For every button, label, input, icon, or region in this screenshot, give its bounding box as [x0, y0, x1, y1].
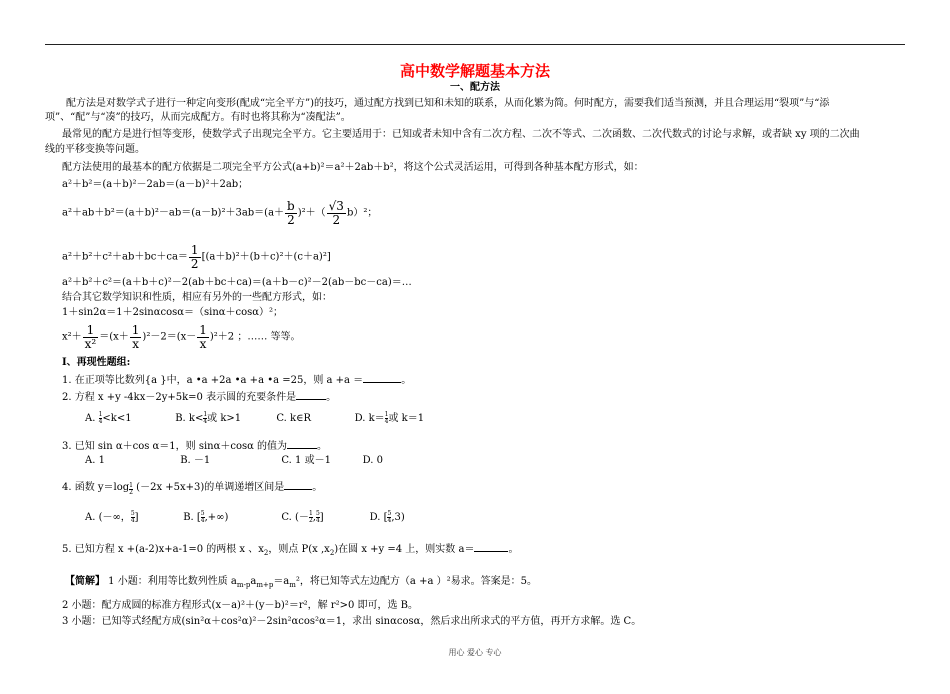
- question-4: 4. 函数 y＝log $\frac{1}{2}$ (－2x +5x+3)的单调递增区间是 。: [62, 482, 323, 496]
- question-5: 5. 已知方程 x +(a-2)x+a-1=0 的两根 x 、$x_2$，则点 P(x $,x_2$)在圆 x +y =4 上，则实数 a＝ 。: [62, 544, 519, 557]
- option-b: B. k< $\frac{1}{4}$ 或 k>1: [175, 411, 242, 425]
- option-c: C. 1 或－1: [281, 455, 331, 466]
- question-3: 3. 已知 sin α＋cos α＝1，则 sinα＋cosα 的值为 。: [62, 441, 328, 452]
- header-rule: [45, 44, 905, 45]
- fraction: $\frac{1}{\text{x²}}$: [84, 323, 97, 351]
- fraction: $\frac{1}{x}$: [131, 323, 140, 351]
- option-d: D. k＝ $\frac{1}{4}$ 或 k＝1: [354, 411, 425, 425]
- page-footer: 用心 爱心 专心: [448, 648, 502, 657]
- question-2-options: [85, 412, 927, 426]
- option-a: A. 1: [85, 455, 105, 466]
- paragraph-2a: 最常见的配方是进行恒等变形，使数学式子出现完全平方。它主要适用于：已知或者未知中含有二次方程、二次不等式、二次函数、二次代数式的讨论与求解，或者缺 xy 项的二次曲: [62, 129, 860, 140]
- problem-set-heading: Ⅰ、再现性题组:: [62, 357, 131, 368]
- question-4-options: [85, 511, 927, 525]
- option-a: A. (－∞， $\frac{5}{4}$ ]: [85, 510, 139, 524]
- paragraph-1a: 配方法是对数学式子进行一种定向变形(配成“完全平方”)的技巧，通过配方找到已知和未知的联系，从而化繁为简。何时配方，需要我们适当预测，并且合理运用“裂项”与“添: [66, 98, 830, 109]
- paragraph-2b: 线的平移变换等问题。: [45, 144, 145, 155]
- paragraph-4: 结合其它数学知识和性质，相应有另外的一些配方形式，如：: [62, 292, 332, 303]
- answer-blank: [296, 390, 326, 400]
- page-title: 高中数学解题基本方法: [399, 62, 550, 80]
- formula-1: a²＋b²＝(a＋b)²－2ab＝(a－b)²＋2ab；: [62, 179, 249, 190]
- fraction: $\frac{1}{2}$: [190, 243, 199, 271]
- brief-solution-3: 3 小题：已知等式经配方成(sin²α＋cos²α)²－2sin²αcos²α＝1，求出 sinαcosα，然后求出所求式的平方值，再开方求解。选 C。: [62, 616, 642, 627]
- fraction: $\frac{b}{2}$: [287, 199, 295, 227]
- option-b: B. －1: [180, 455, 211, 466]
- option-b: B. [ $\frac{5}{4}$ ,+∞): [183, 510, 229, 524]
- paragraph-3: 配方法使用的最基本的配方依据是二项完全平方公式(a+b)²＝a²＋2ab＋b²，将这个公式灵活运用，可得到各种基本配方形式，如：: [62, 162, 644, 173]
- formula-6: x²＋ $\frac{1}{\text{x²}}$ ＝(x＋ $\frac{1}{x}$ )²－2＝(x－ $\frac{1}{x}$ )²＋2 ；…… 等等。: [62, 323, 301, 351]
- question-2: 2. 方程 x +y -4kx－2y+5k=0 表示圆的充要条件是 。: [62, 392, 337, 403]
- paragraph-1b: 项”、“配”与“凑”的技巧，从而完成配方。有时也将其称为“凑配法”。: [45, 112, 351, 123]
- formula-2: a²＋ab＋b²＝(a＋b)²－ab＝(a－b)²＋3ab＝(a＋ $\frac{b}{2}$ )²＋（ $\frac{√3}{2}$ b）²；: [62, 199, 378, 227]
- fraction: $\frac{1}{x}$: [199, 323, 207, 351]
- answer-blank: [287, 439, 317, 449]
- formula-4: a²＋b²＋c²＝(a＋b＋c)²－2(ab＋bc＋ca)＝(a＋b－c)²－2(ab－bc－ca)＝…: [62, 277, 412, 288]
- brief-solution-1: 【简解】 1 小题：利用等比数列性质 $a_{m-p}a_{m+p}=a_m^2$，将已知等式左边配方（a +a ）²易求。答案是：5。: [65, 576, 537, 589]
- option-d: D. 0: [362, 455, 383, 466]
- option-a: A. $\frac{1}{4}$ <k<1: [85, 411, 132, 425]
- formula-3: a²＋b²＋c²＋ab＋bc＋ca＝ $\frac{1}{2}$ [(a＋b)²＋(b＋c)²＋(c＋a)²]: [62, 243, 331, 271]
- section-heading: 一、配方法: [450, 82, 500, 93]
- answer-blank: [363, 373, 401, 383]
- formula-5: 1＋sin2α＝1＋2sinαcosα＝（sinα＋cosα）²；: [62, 307, 284, 318]
- question-3-options: [85, 455, 927, 468]
- option-c: C. (－ $\frac{1}{2}$ , $\frac{5}{4}$ ]: [281, 510, 324, 524]
- option-c: C. k∈R: [276, 413, 312, 424]
- brief-solution-2: 2 小题：配方成圆的标准方程形式(x－a)²＋(y－b)²＝r²，解 r²>0 即可，选 B。: [62, 600, 419, 611]
- option-d: D. [ $\frac{5}{4}$ ,3): [369, 510, 405, 524]
- answer-blank: [284, 480, 312, 490]
- answer-blank: [474, 542, 508, 552]
- question-1: 1. 在正项等比数列{a }中，a •a +2a •a +a •a =25，则 a +a ＝ 。: [62, 375, 412, 386]
- fraction: $\frac{√3}{2}$: [328, 199, 344, 227]
